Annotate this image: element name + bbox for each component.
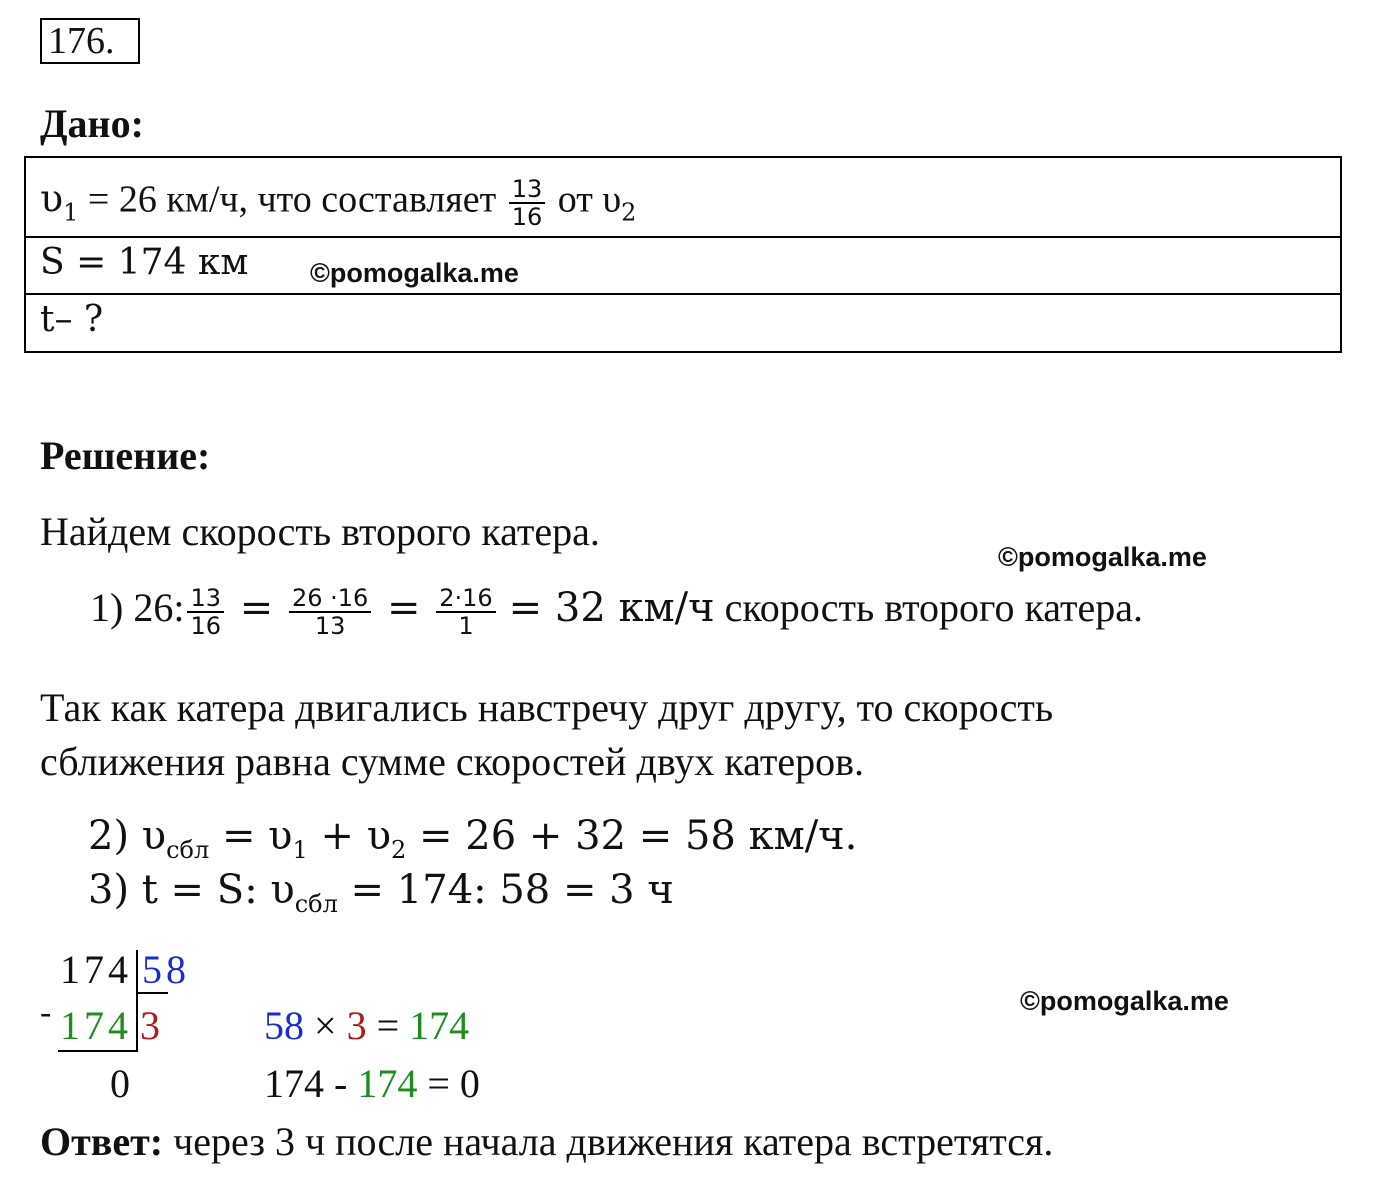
step-1: 1) 26: $\frac{13}{16}$ = $\frac{26 \cdot 16}{13}$ = $\frac{2\cdot 16}{1}$ = 32 км/ч скорость второго катера. bbox=[90, 583, 1143, 640]
check-multiplication: 58 × 3 = 174 bbox=[264, 1003, 470, 1048]
v1-symbol: υ bbox=[40, 176, 64, 221]
step-2: 2) $\upsilon_{сбл} = \upsilon_1 + \upsilon_2 = 26 + 32 = 58$ км/ч. bbox=[88, 813, 858, 864]
given-row-speed bbox=[26, 158, 1340, 238]
v2-subscript: 2 bbox=[621, 198, 637, 227]
check-subtraction: 174 - 174 = 0 bbox=[264, 1061, 480, 1106]
explanation-line-1: Так как катера двигались навстречу друг другу, то скорость bbox=[40, 685, 1054, 730]
division-vertical-line bbox=[136, 950, 138, 1052]
given-row-unknown bbox=[26, 295, 1340, 351]
division-divisor-underline bbox=[136, 992, 168, 994]
v2-reference: от υ bbox=[557, 178, 622, 221]
v1-subscript: 1 bbox=[63, 198, 79, 227]
remainder: 0 bbox=[110, 1061, 134, 1106]
step-3: 3) t = S: $\upsilon_{сбл} = 174$: 58 = 3 ч bbox=[88, 867, 674, 918]
ratio-fraction: $\frac{13}{16}$ bbox=[509, 176, 546, 230]
step-1-result: = 32 км/ч bbox=[508, 585, 715, 631]
minus-sign: - bbox=[40, 994, 56, 1031]
given-table bbox=[24, 156, 1342, 353]
solution-heading: Решение: bbox=[40, 433, 211, 478]
fraction-26x16-13: $\frac{26 \cdot 16}{13}$ bbox=[289, 585, 371, 639]
watermark: ©pomogalka.me bbox=[1020, 986, 1229, 1016]
quotient: 3 bbox=[140, 1003, 164, 1048]
divisor: 58 bbox=[142, 947, 190, 992]
fraction-13-16: $\frac{13}{16}$ bbox=[187, 585, 224, 639]
v1-statement: = 26 км/ч, что составляет bbox=[78, 178, 497, 221]
answer-label: Ответ: bbox=[40, 1119, 164, 1164]
subtrahend: 174 bbox=[60, 1003, 132, 1048]
dividend: 174 bbox=[60, 947, 132, 992]
division-subtraction-line bbox=[58, 1050, 138, 1052]
step-1-tail: скорость второго катера. bbox=[724, 585, 1143, 630]
given-row-distance bbox=[26, 238, 1340, 295]
problem-number: 176. bbox=[40, 18, 140, 64]
given-heading: Дано: bbox=[40, 101, 144, 146]
watermark: ©pomogalka.me bbox=[998, 542, 1207, 572]
unknown-time: t– ? bbox=[40, 299, 104, 340]
answer-text: через 3 ч после начала движения катера встретятся. bbox=[163, 1119, 1054, 1164]
fraction-2x16-1: $\frac{2\cdot 16}{1}$ bbox=[436, 585, 495, 639]
solution-intro: Найдем скорость второго катера. bbox=[40, 509, 600, 554]
distance-value: S = 174 км bbox=[40, 242, 249, 283]
watermark: ©pomogalka.me bbox=[310, 258, 519, 288]
explanation-line-2: сближения равна сумме скоростей двух катеров. bbox=[40, 739, 865, 784]
answer bbox=[40, 1118, 1053, 1165]
